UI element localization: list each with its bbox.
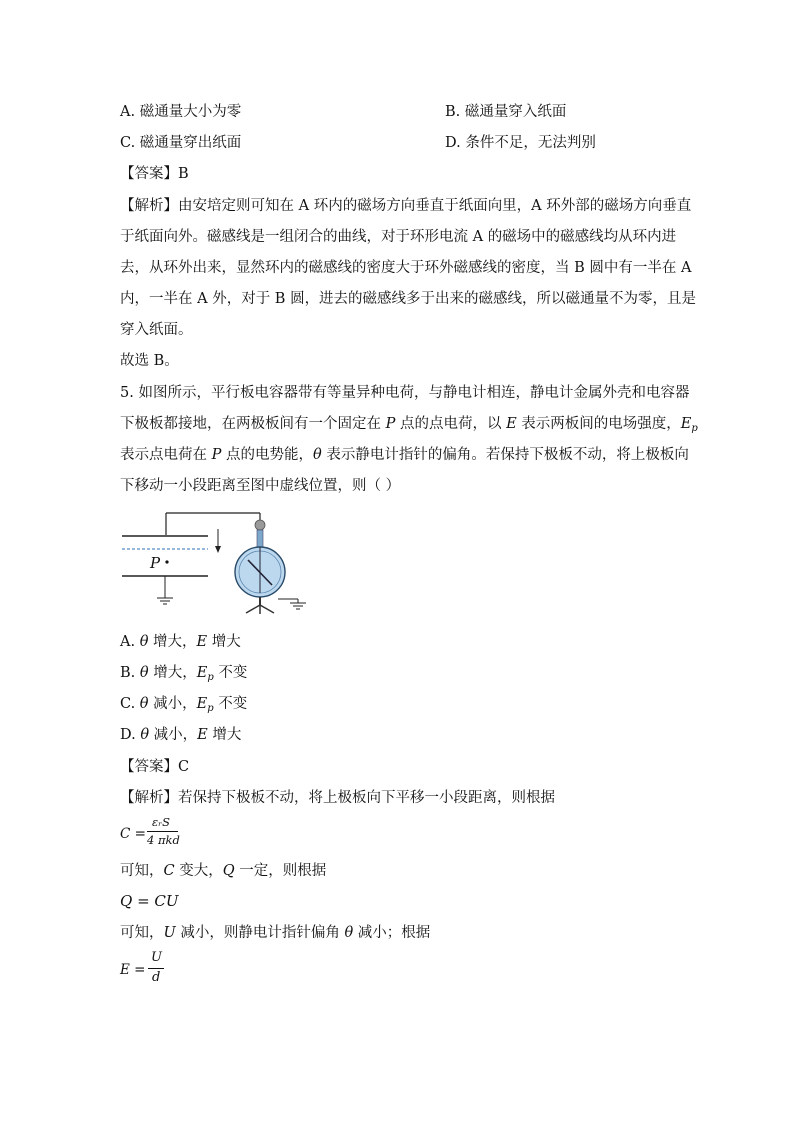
analysis-q5-line: 【解析】若保持下极板不动，将上极板向下平移一小段距离，则根据: [120, 790, 555, 806]
analysis-q4-line: 【解析】由安培定则可知在 A 环内的磁场方向垂直于纸面向里，A 环外部的磁场方向垂直: [120, 198, 692, 214]
conclusion-q4: 故选 B。: [120, 353, 179, 369]
option-b: B. 磁通量穿入纸面: [445, 104, 567, 120]
capacitor-electroscope-figure: [110, 505, 320, 620]
analysis-q4-line: 去，从环外出来，显然环内的磁感线的密度大于环外磁感线的密度，当 B 圆中有一半在 A: [120, 260, 692, 276]
point-p-label: P: [150, 554, 161, 572]
formula-field-strength: E = U d: [120, 950, 180, 992]
analysis-q5-line: 可知，C 变大，Q 一定，则根据: [120, 863, 327, 879]
question-5-line: 下极板都接地，在两极板间有一个固定在 P 点的点电荷，以 E 表示两板间的电场强度，$E_p$: [120, 416, 698, 434]
question-5-line: 表示点电荷在 P 点的电势能，θ 表示静电计指针的偏角。若保持下极板不动，将上极板向: [120, 447, 689, 463]
q5-option-c: C. θ 减小，$E_p$ 不变: [120, 696, 248, 714]
answer-q4: 【答案】B: [120, 166, 189, 182]
option-a: A. 磁通量大小为零: [120, 104, 242, 120]
question-5-line: 5. 如图所示，平行板电容器带有等量异种电荷，与静电计相连，静电计金属外壳和电容器: [120, 385, 690, 401]
formula-charge: Q = CU: [120, 892, 179, 910]
formula-capacitance: C = εᵣS 4 πkd: [120, 815, 180, 847]
analysis-q4-line: 内，一半在 A 外，对于 B 圆，进去的磁感线多于出来的磁感线，所以磁通量不为零，且是: [120, 291, 697, 307]
analysis-q5-line: 可知，U 减小，则静电计指针偏角 θ 减小；根据: [120, 925, 431, 941]
analysis-q4-line: 穿入纸面。: [120, 322, 193, 338]
point-charge: [165, 560, 168, 563]
option-d: D. 条件不足，无法判别: [445, 135, 596, 151]
question-5-line: 下移动一小段距离至图中虚线位置，则（ ）: [120, 478, 401, 494]
answer-q5: 【答案】C: [120, 759, 190, 775]
q5-option-d: D. θ 减小，E 增大: [120, 727, 242, 743]
analysis-q4-line: 于纸面向外。磁感线是一组闭合的曲线，对于环形电流 A 的磁场中的磁感线均从环内进: [120, 229, 677, 245]
q5-option-a: A. θ 增大，E 增大: [120, 634, 241, 650]
option-c: C. 磁通量穿出纸面: [120, 135, 242, 151]
q5-option-b: B. θ 增大，$E_p$ 不变: [120, 665, 248, 683]
